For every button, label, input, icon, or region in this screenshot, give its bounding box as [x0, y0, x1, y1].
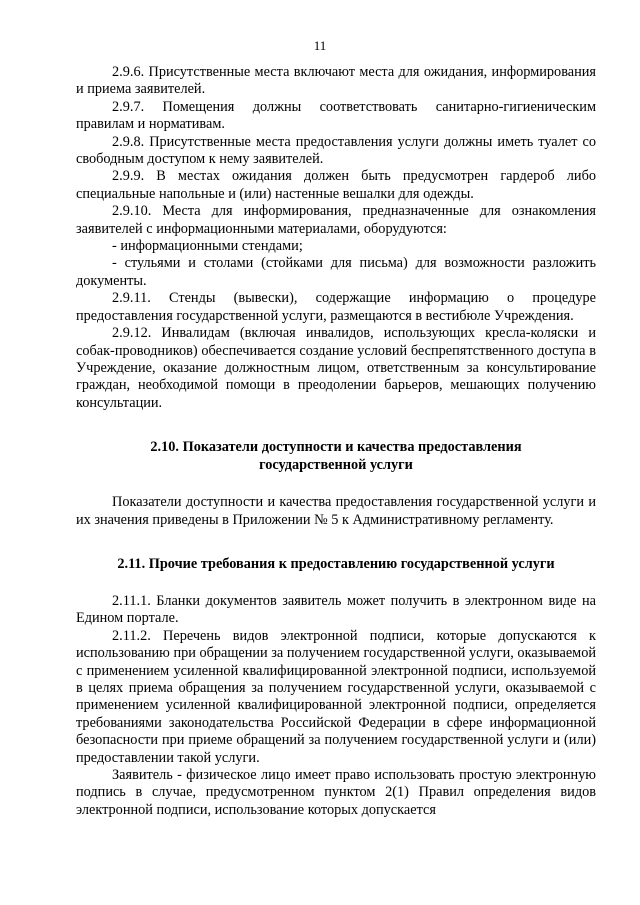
paragraph-2-10: Показатели доступности и качества предоставления государственной услуги и их значения приведены в Приложении № 5 к Административному регламенту. [76, 494, 596, 528]
document-body [76, 64, 596, 819]
paragraph-2-11-2: 2.11.2. Перечень видов электронной подписи, которые допускаются к использованию при обращении за получением государственной услуги, оказываемой с применением усиленной квалифицированной электронной подписи, используемой в целях приема обращения за получением государственной услуги, оказываемой с применением усиленной квалифицированной электронной подписи, определяется требованиями законодательства Российской Федерации в сфере информационной безопасности при приеме обращений за получением государственной услуги и (или) предоставлении такой услуги. [76, 627, 597, 766]
list-item-chairs: - стульями и столами (стойками для письма) для возможности разложить документы. [76, 255, 596, 289]
spacer [76, 529, 596, 555]
paragraph-2-9-12: 2.9.12. Инвалидам (включая инвалидов, использующих кресла-коляски и собак-проводников) обеспечивается создание условий беспрепятственного доступа в Учреждение, оказание должностным лицом, ответственным за консультирование граждан, необходимой помощи в преодолении барьеров, мешающих получению консультации. [76, 325, 596, 411]
paragraph-2-9-11: 2.9.11. Стенды (вывески), содержащие информацию о процедуре предоставления государственной услуги, размещаются в вестибюле Учреждения. [76, 290, 596, 324]
paragraph-2-9-6: 2.9.6. Присутственные места включают места для ожидания, информирования и приема заявителей. [76, 64, 596, 98]
list-item-stands: - информационными стендами; [112, 238, 303, 255]
paragraph-2-9-7: 2.9.7. Помещения должны соответствовать санитарно-гигиеническим правилам и нормативам. [76, 98, 596, 133]
spacer [76, 474, 596, 494]
section-heading-2-10 [76, 438, 596, 474]
paragraph-2-9-10: 2.9.10. Места для информирования, предназначенные для ознакомления заявителей с информационными материалами, оборудуются: [76, 203, 596, 237]
section-heading-2-11: 2.11. Прочие требования к предоставлению государственной услуги [117, 555, 555, 572]
page-number: 11 [313, 38, 327, 53]
paragraph-2-9-8: 2.9.8. Присутственные места предоставления услуги должны иметь туалет со свободным доступом к нему заявителей. [76, 133, 596, 168]
section-heading-2-10-line2: государственной услуги [259, 457, 413, 474]
paragraph-2-11-1: 2.11.1. Бланки документов заявитель может получить в электронном виде на Едином портале. [76, 592, 596, 627]
paragraph-2-9-9: 2.9.9. В местах ожидания должен быть предусмотрен гардероб либо специальные напольные и (или) настенные вешалки для одежды. [76, 168, 596, 202]
paragraph-applicant-signature: Заявитель - физическое лицо имеет право использовать простую электронную подпись в случае, предусмотренном пунктом 2(1) Правил определения видов электронной подписи, использование которых допускается [76, 767, 596, 818]
section-heading-2-10-line1: 2.10. Показатели доступности и качества предоставления [150, 439, 522, 456]
spacer [76, 412, 596, 438]
spacer [76, 573, 596, 593]
